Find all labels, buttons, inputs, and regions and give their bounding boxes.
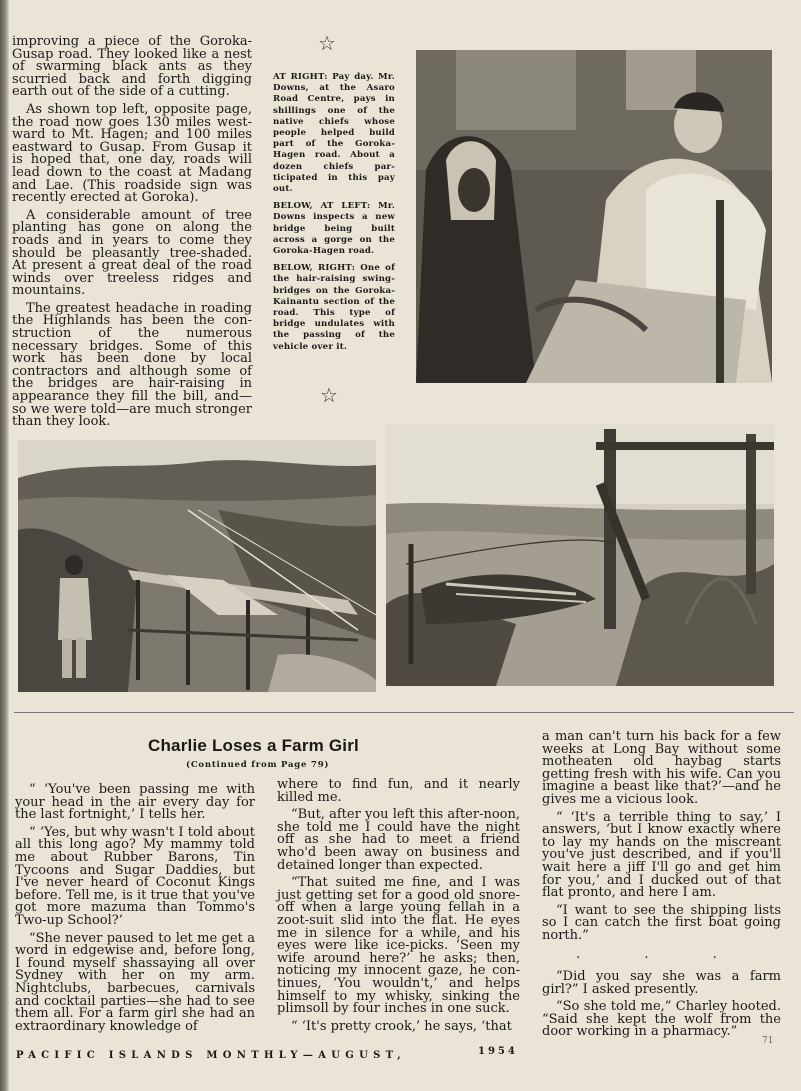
story-column-1 bbox=[15, 784, 255, 1038]
photo-captions bbox=[273, 72, 395, 359]
story-paragraph: a man can't turn his back for a few weeks at Long Bay without some motheaten old haybag starts getting fresh with his wife. Can you imagine a beast like that?’—and he gives me a vicious look. bbox=[542, 729, 781, 807]
story-paragraph: “Did you say she was a farm girl?” I asked presently. bbox=[542, 969, 781, 997]
article-paragraph: The greatest headache in roading the Highlands has been the con-struction of the numerous necessary bridges. Some of this work has been done by local contractors and although some of the bridges are hair-raising in appearance they fill the bill, and—so we were told—are much stronger than they look. bbox=[12, 300, 252, 430]
section-separator: . . . bbox=[576, 946, 747, 962]
story-paragraph: “ ‘It's a terrible thing to say,’ I answers, ‘but I know exactly where to lay my hands on the miscreant you've just described, and if you'll wait here a jiff I'll go and get him for you,’ and I ducked out of that flat pronto, and here I am. bbox=[542, 809, 781, 901]
photo-bridge-construction bbox=[18, 440, 376, 692]
story-title: Charlie Loses a Farm Girl bbox=[148, 736, 359, 755]
story-paragraph: “I want to see the shipping lists so I can catch the first boat going north.” bbox=[542, 902, 781, 943]
story-paragraph: “That suited me fine, and I was just getting set for a good old snore-off when a large young fellah in a zoot-suit slid into the flat. He eyes me in silence for a while, and his eyes were like ice-picks. ‘Seen my wife around here?’ he asks; then, noticing my innocent gaze, he con-tinues, ‘You wouldn't,’ and helps himself to my whisky, sinking the plimsoll by four inches in one suck. bbox=[277, 875, 520, 1017]
page-footer bbox=[16, 1046, 536, 1061]
article-paragraph: A considerable amount of tree planting has gone on along the roads and in years to come they should be pleasantly tree-shaded. At present a great deal of the road winds over treeless ridges and mountains. bbox=[12, 207, 252, 299]
story-column-3 bbox=[542, 731, 781, 1044]
footer-year: 1954 bbox=[478, 1046, 518, 1057]
caption-below-left: BELOW, AT LEFT: Mr. Downs inspects a new bridge being built across a gorge on the Goroka-Hagen road. bbox=[273, 201, 395, 257]
masthead-text: PACIFIC ISLANDS MONTHLY—AUGUST, bbox=[16, 1050, 407, 1061]
section-divider-rule bbox=[14, 712, 794, 713]
story-paragraph: “So she told me,” Charley hooted. “Said she kept the wolf from the door working in a pharmacy.” bbox=[542, 999, 781, 1040]
story-paragraph: where to find fun, and it nearly killed me. bbox=[277, 777, 520, 805]
story-paragraph: “ ‘It's pretty crook,’ he says, ‘that bbox=[291, 1018, 512, 1034]
story-continued-note: (Continued from Page 79) bbox=[186, 760, 330, 770]
photo-pay-day bbox=[416, 50, 772, 383]
story-column-2 bbox=[277, 779, 520, 1038]
story-paragraph: “But, after you left this after-noon, she told me I could have the night off as she had to meet a friend who'd been away on business and detained longer than expected. bbox=[277, 807, 520, 873]
story-paragraph: “She never paused to let me get a word in edgewise and, before long, I found myself shassaying all over Sydney with her on my arm. Nightclubs, barbecues, carnivals and cocktail parties—she had to see them all. For a farm girl she had an extraordinary knowledge of bbox=[15, 930, 255, 1034]
story-paragraph: “ ‘You've been passing me with your head in the air every day for the last fortnight,’ I tells her. bbox=[15, 782, 255, 823]
star-ornament-top: ☆ bbox=[318, 31, 336, 55]
page-binding-shadow bbox=[0, 0, 9, 1091]
photo-swing-bridge bbox=[386, 424, 774, 686]
article-paragraph: improving a piece of the Goroka-Gusap road. They looked like a nest of swarming black ants as they scurried back and forth digging earth out of the side of a cutting. bbox=[12, 34, 252, 100]
article-paragraph: As shown top left, opposite page, the road now goes 130 miles west-ward to Mt. Hagen; and 100 miles eastward to Gusap. From Gusap it is hoped that, one day, roads will lead down to the coast at Madang and Lae. (This roadside sign was recently erected at Goroka). bbox=[12, 101, 252, 206]
caption-at-right: AT RIGHT: Pay day. Mr. Downs, at the Asaro Road Centre, pays in shillings one of the native chiefs whose people helped build part of the Goroka-Hagen road. About a dozen chiefs par-ticipated in this pay out. bbox=[273, 72, 395, 195]
star-ornament-bottom: ☆ bbox=[320, 383, 338, 407]
top-article-column bbox=[12, 36, 252, 434]
caption-below-right: BELOW, RIGHT: One of the hair-raising swing-bridges on the Goroka-Kainantu section of the road. This type of bridge undulates with the passing of the vehicle over it. bbox=[273, 263, 395, 352]
story-paragraph: “ ‘Yes, but why wasn't I told about all this long ago? My mammy told me about Rubber Barons, Tin Tycoons and Sugar Daddies, but I've never heard of Coconut Kings before. Tell me, is it true that you've got more mazuma than Tommo's Two-up School?’ bbox=[15, 824, 255, 928]
page-corner-number: 71 bbox=[762, 1036, 774, 1046]
